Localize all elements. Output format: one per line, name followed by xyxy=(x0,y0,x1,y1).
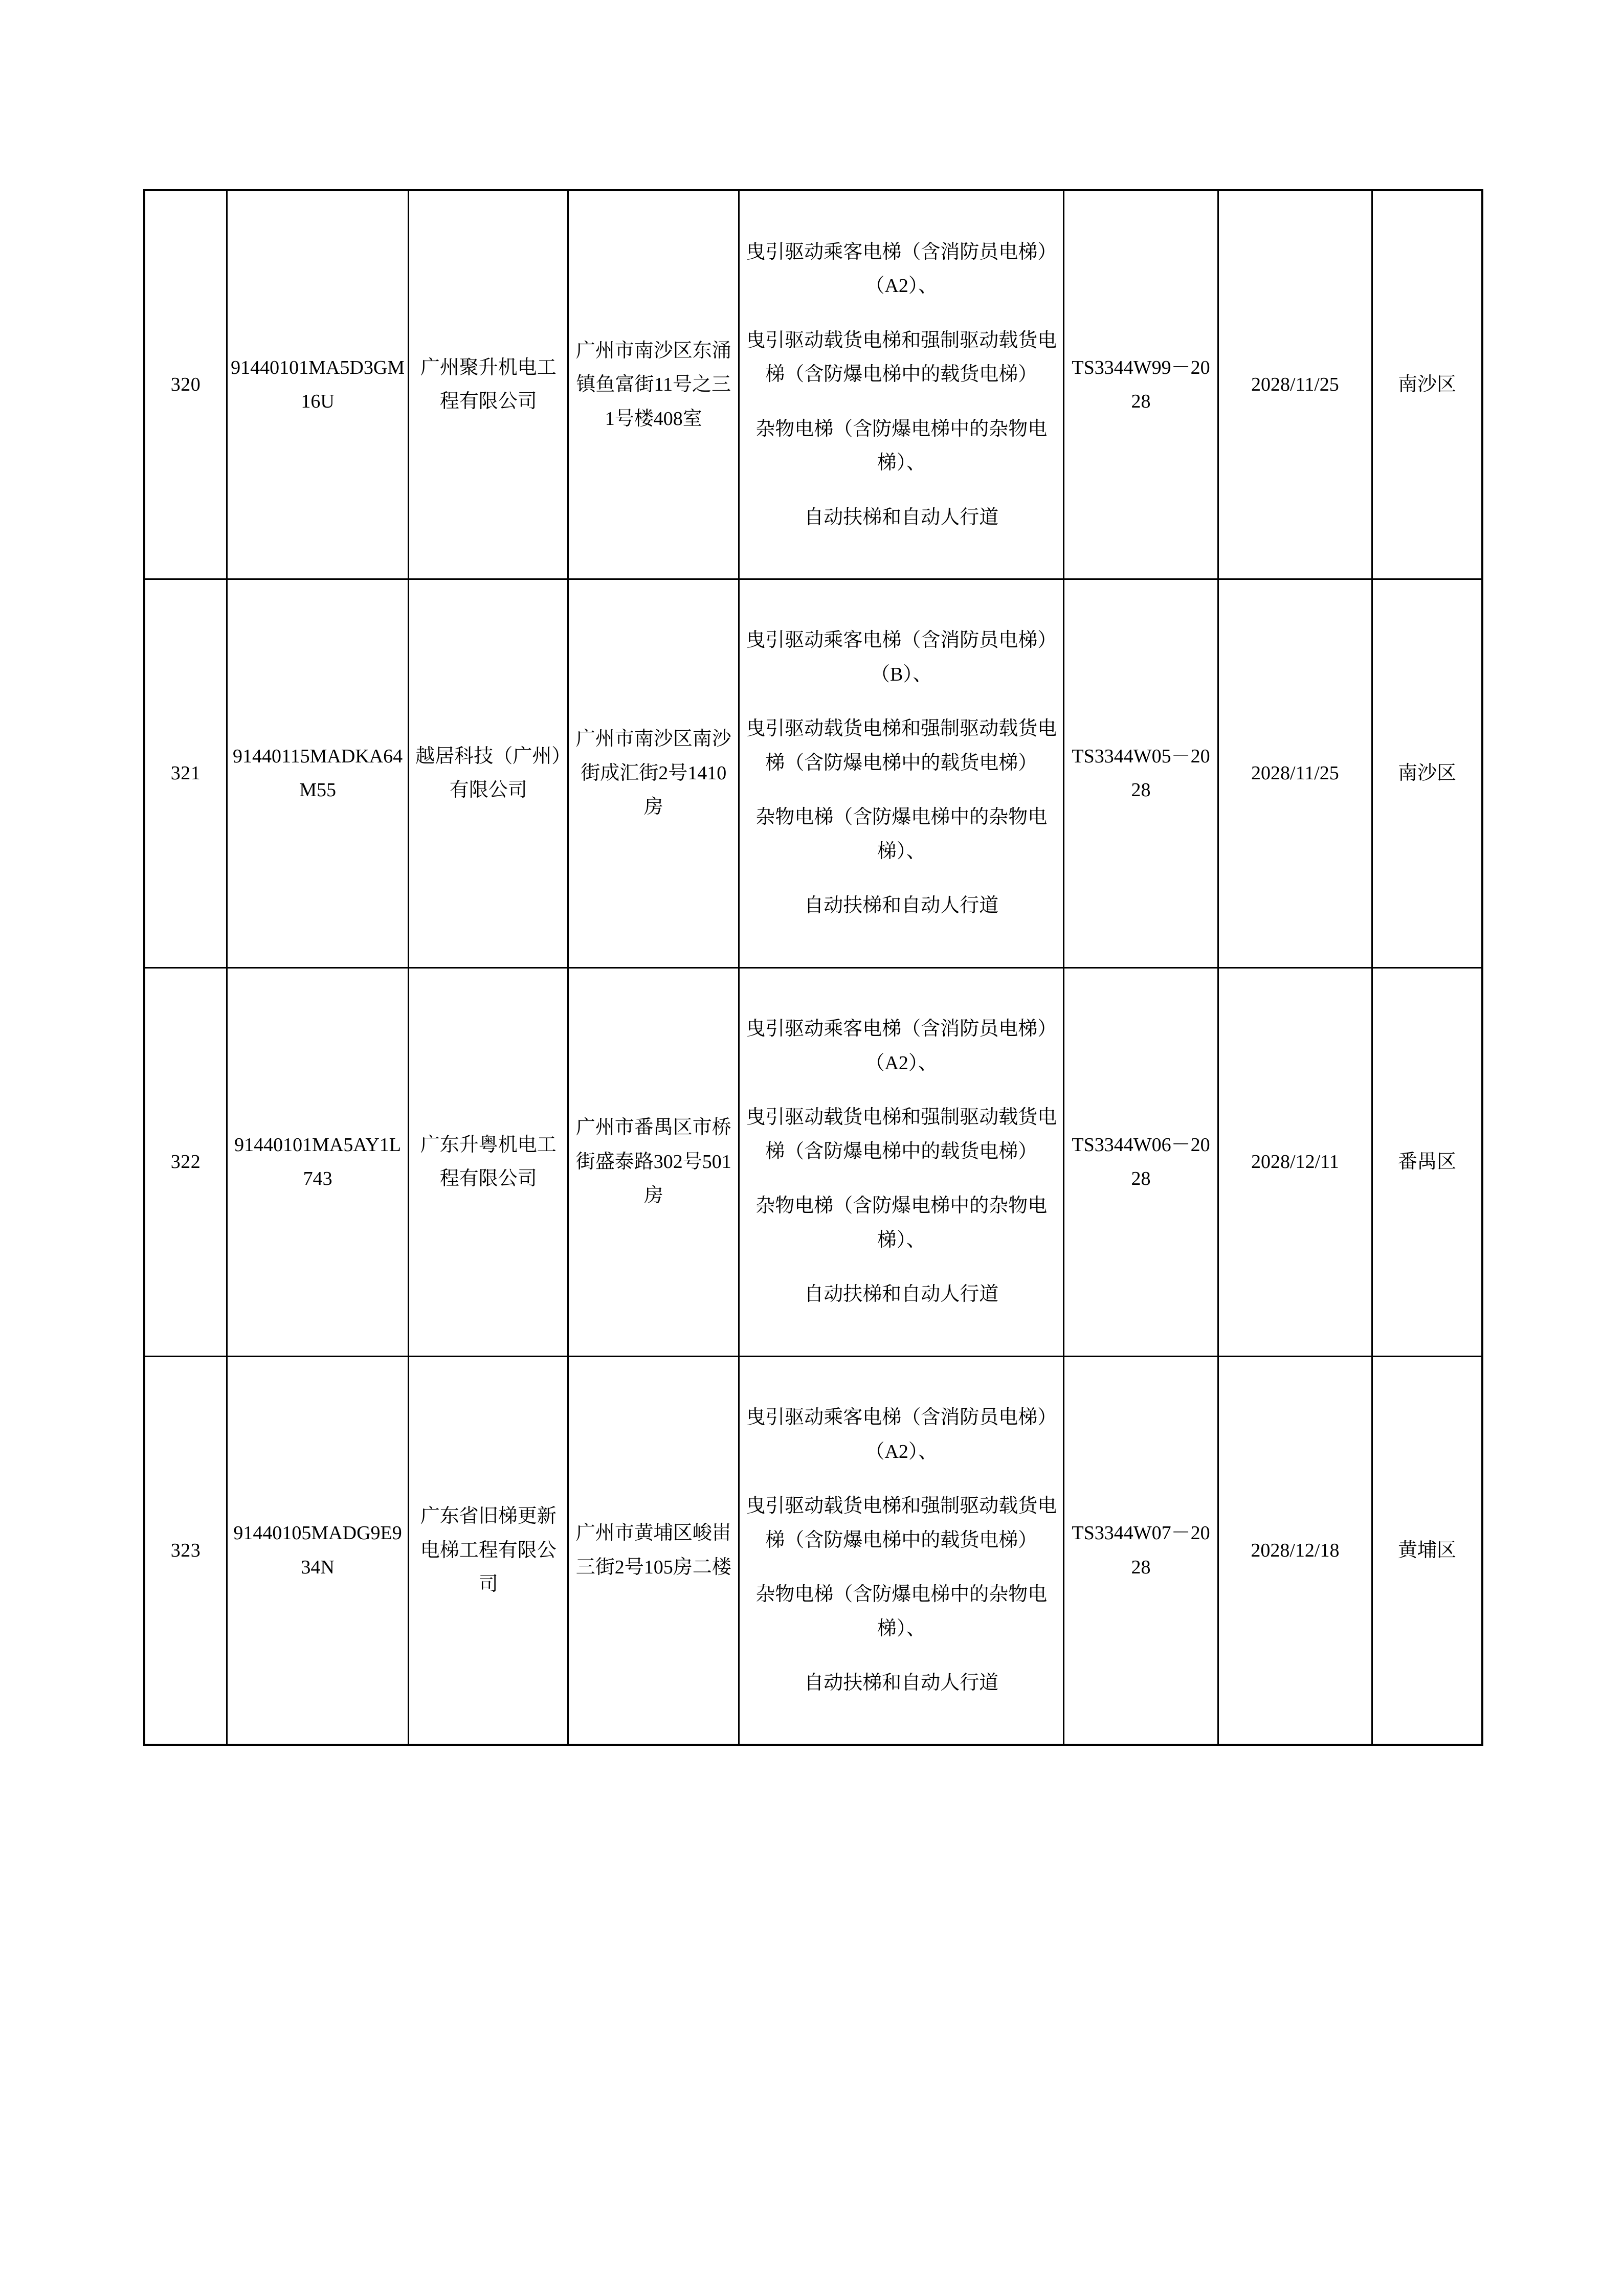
cell-credit-code: 91440101MA5D3GM16U xyxy=(227,190,408,579)
table-row xyxy=(144,579,1482,967)
cell-certificate: TS3344W07－2028 xyxy=(1064,1356,1218,1745)
cell-address: 广州市黄埔区峻峀三街2号105房二楼 xyxy=(568,1356,739,1745)
cell-address: 广州市番禺区市桥街盛泰路302号501房 xyxy=(568,967,739,1356)
cell-credit-code: 91440105MADG9E934N xyxy=(227,1356,408,1745)
license-table xyxy=(143,189,1483,1746)
scope-line: 自动扶梯和自动人行道 xyxy=(804,506,999,528)
scope-line: 杂物电梯（含防爆电梯中的杂物电梯）、 xyxy=(755,418,1048,474)
table-row xyxy=(144,1356,1482,1745)
cell-scope xyxy=(739,1356,1064,1745)
cell-credit-code: 91440101MA5AY1L743 xyxy=(227,967,408,1356)
cell-certificate: TS3344W05－2028 xyxy=(1064,579,1218,967)
cell-valid-until: 2028/12/11 xyxy=(1218,967,1372,1356)
cell-scope xyxy=(739,967,1064,1356)
scope-line: 曳引驱动乘客电梯（含消防员电梯）（B）、 xyxy=(746,629,1057,685)
table-body xyxy=(144,190,1482,1745)
cell-index: 322 xyxy=(144,967,227,1356)
cell-address: 广州市南沙区东涌镇鱼富街11号之三1号楼408室 xyxy=(568,190,739,579)
cell-company-name: 越居科技（广州）有限公司 xyxy=(409,579,568,967)
scope-line: 自动扶梯和自动人行道 xyxy=(804,895,999,917)
cell-scope xyxy=(739,190,1064,579)
cell-credit-code: 91440115MADKA64M55 xyxy=(227,579,408,967)
scope-line: 曳引驱动载货电梯和强制驱动载货电梯（含防爆电梯中的载货电梯） xyxy=(746,718,1057,774)
scope-line: 曳引驱动载货电梯和强制驱动载货电梯（含防爆电梯中的载货电梯） xyxy=(746,1107,1057,1162)
scope-line: 自动扶梯和自动人行道 xyxy=(804,1284,999,1305)
scope-line: 曳引驱动乘客电梯（含消防员电梯）（A2）、 xyxy=(746,241,1057,297)
cell-company-name: 广州聚升机电工程有限公司 xyxy=(409,190,568,579)
scope-line: 曳引驱动载货电梯和强制驱动载货电梯（含防爆电梯中的载货电梯） xyxy=(746,329,1057,385)
scope-line: 曳引驱动乘客电梯（含消防员电梯）（A2）、 xyxy=(746,1018,1057,1074)
scope-line: 自动扶梯和自动人行道 xyxy=(804,1672,999,1694)
cell-district: 南沙区 xyxy=(1372,579,1482,967)
cell-valid-until: 2028/12/18 xyxy=(1218,1356,1372,1745)
scope-line: 杂物电梯（含防爆电梯中的杂物电梯）、 xyxy=(755,806,1048,862)
cell-index: 321 xyxy=(144,579,227,967)
cell-certificate: TS3344W99－2028 xyxy=(1064,190,1218,579)
cell-address: 广州市南沙区南沙街成汇街2号1410房 xyxy=(568,579,739,967)
table-row xyxy=(144,967,1482,1356)
cell-district: 番禺区 xyxy=(1372,967,1482,1356)
cell-district: 黄埔区 xyxy=(1372,1356,1482,1745)
cell-company-name: 广东升粤机电工程有限公司 xyxy=(409,967,568,1356)
cell-valid-until: 2028/11/25 xyxy=(1218,190,1372,579)
cell-index: 323 xyxy=(144,1356,227,1745)
scope-line: 曳引驱动乘客电梯（含消防员电梯）（A2）、 xyxy=(746,1407,1057,1462)
scope-line: 曳引驱动载货电梯和强制驱动载货电梯（含防爆电梯中的载货电梯） xyxy=(746,1495,1057,1551)
cell-scope xyxy=(739,579,1064,967)
cell-valid-until: 2028/11/25 xyxy=(1218,579,1372,967)
scope-line: 杂物电梯（含防爆电梯中的杂物电梯）、 xyxy=(755,1584,1048,1639)
table-row xyxy=(144,190,1482,579)
cell-district: 南沙区 xyxy=(1372,190,1482,579)
cell-index: 320 xyxy=(144,190,227,579)
scope-line: 杂物电梯（含防爆电梯中的杂物电梯）、 xyxy=(755,1195,1048,1251)
cell-certificate: TS3344W06－2028 xyxy=(1064,967,1218,1356)
cell-company-name: 广东省旧梯更新电梯工程有限公司 xyxy=(409,1356,568,1745)
